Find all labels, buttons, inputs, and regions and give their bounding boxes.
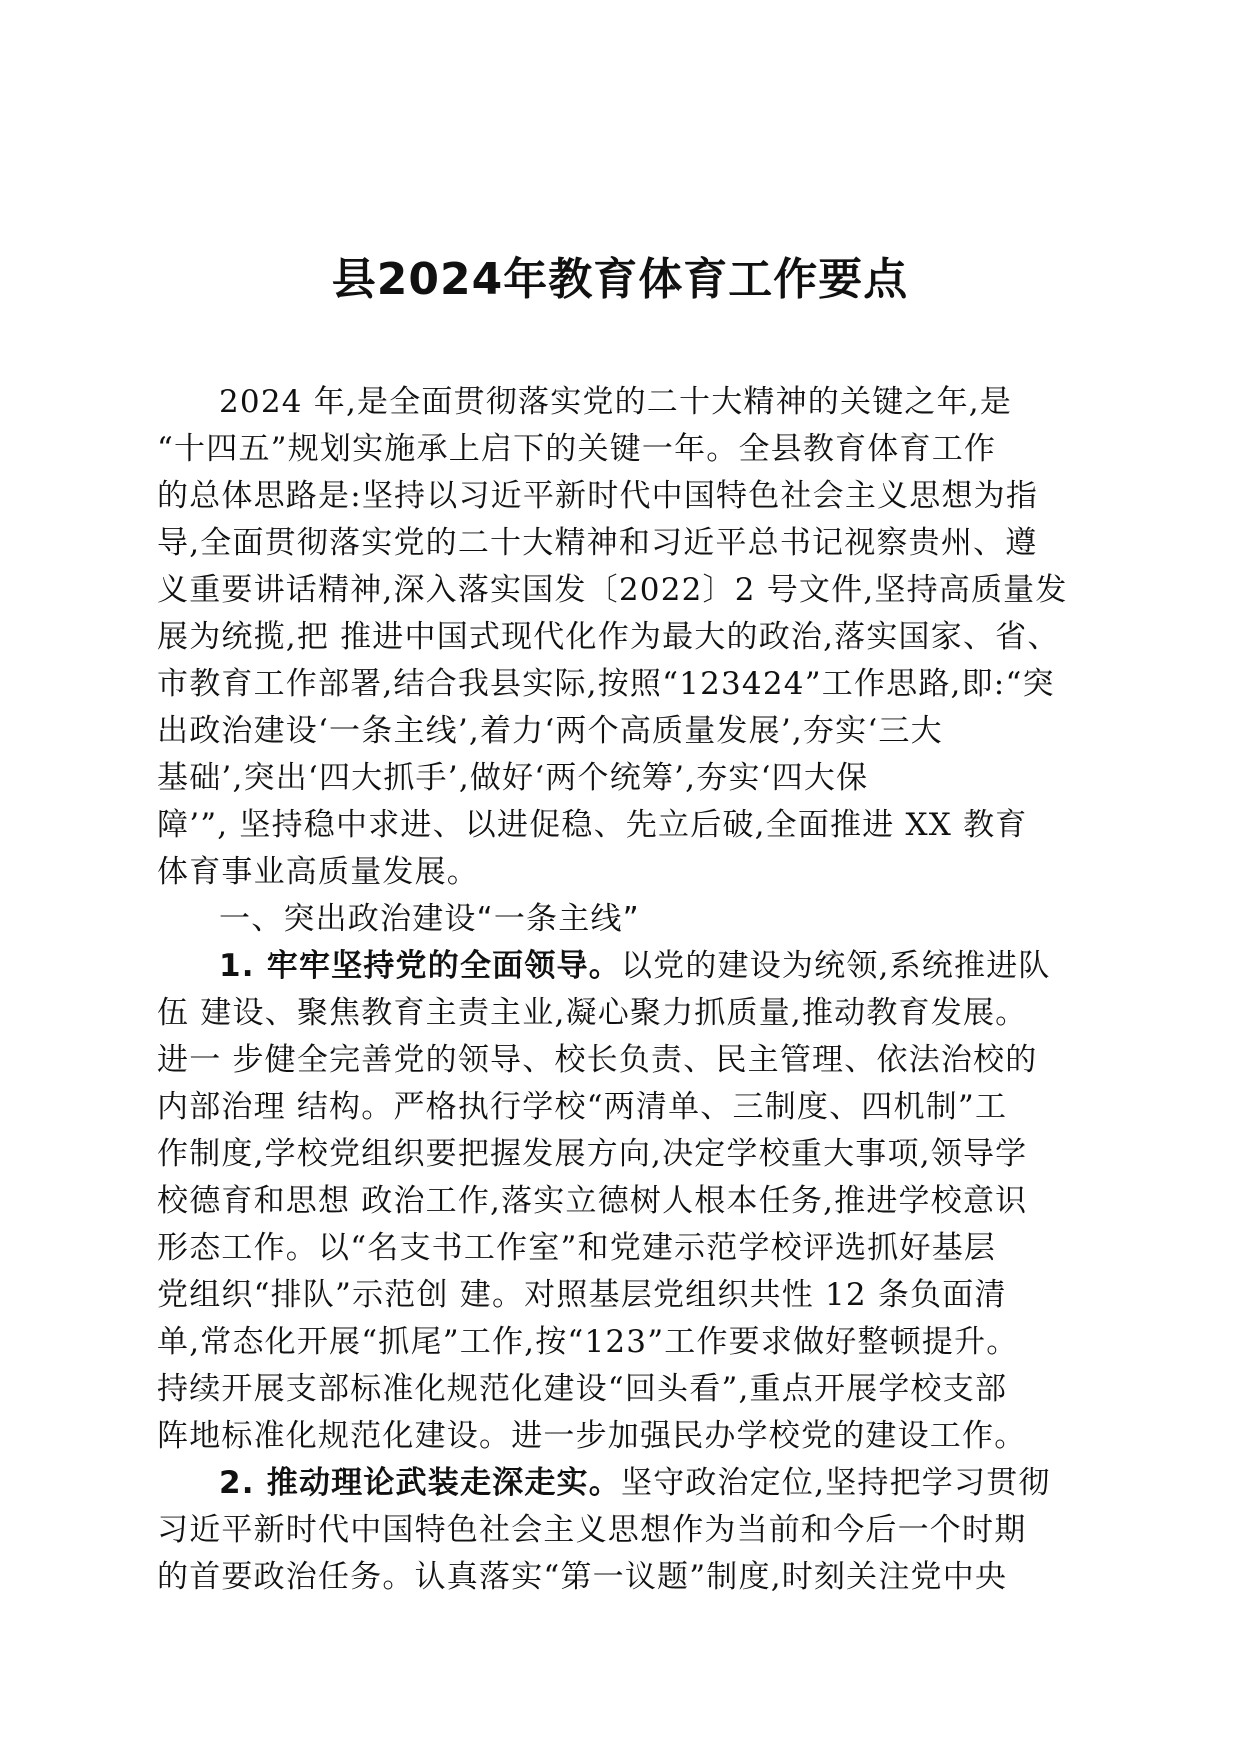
item-1-line: 进一 步健全完善党的领导、校长负责、民主管理、依法治校的 [157, 1042, 1038, 1078]
intro-line: 市教育工作部署,结合我县实际,按照“123424”工作思路,即:“突 [157, 666, 1055, 702]
intro-line: 导,全面贯彻落实党的二十大精神和习近平总书记视察贵州、遵 [157, 525, 1038, 561]
item-1-line: 形态工作。以“名支书工作室”和党建示范学校评选抓好基层 [157, 1230, 997, 1266]
item-1-line: 伍 建设、聚焦教育主责主业,凝心聚力抓质量,推动教育发展。 [157, 995, 1028, 1031]
item-1-first-line [157, 943, 1085, 990]
item-1-line: 阵地标准化规范化建设。进一步加强民办学校党的建设工作。 [157, 1418, 1027, 1454]
item-1-line: 内部治理 结构。严格执行学校“两清单、三制度、四机制”工 [157, 1089, 1008, 1125]
intro-line: 障’”, 坚持稳中求进、以进促稳、先立后破,全面推进 XX 教育 [157, 807, 1028, 843]
item-2-lead: 2. 推动理论武装走深走实。 [219, 1465, 621, 1501]
item-1-line: 持续开展支部标准化规范化建设“回头看”,重点开展学校支部 [157, 1371, 1008, 1407]
intro-line: 体育事业高质量发展。 [157, 854, 479, 890]
item-1-line: 党组织“排队”示范创 建。对照基层党组织共性 12 条负面清 [157, 1277, 1007, 1313]
item-2-first-rest: 坚守政治定位,坚持把学习贯彻 [620, 1465, 1051, 1501]
section-heading: 一、突出政治建设“一条主线” [219, 901, 640, 937]
item-1-line: 作制度,学校党组织要把握发展方向,决定学校重大事项,领导学 [157, 1136, 1028, 1172]
item-1-line: 单,常态化开展“抓尾”工作,按“123”工作要求做好整顿提升。 [157, 1324, 1019, 1360]
intro-line: 出政治建设‘一条主线’,着力‘两个高质量发展’,夯实‘三大 [157, 713, 943, 749]
item-1-first-rest: 以党的建设为统领,系统推进队 [620, 948, 1051, 984]
intro-line: 基础’,突出‘四大抓手’,做好‘两个统筹’,夯实‘四大保 [157, 760, 869, 796]
intro-line: 展为统揽,把 推进中国式现代化作为最大的政治,落实国家、省、 [157, 619, 1060, 655]
item-1-lead: 1. 牢牢坚持党的全面领导。 [219, 948, 621, 984]
item-1-line: 校德育和思想 政治工作,落实立德树人根本任务,推进学校意识 [157, 1183, 1028, 1219]
item-2-line: 习近平新时代中国特色社会主义思想作为当前和今后一个时期 [157, 1512, 1027, 1548]
intro-line: 的总体思路是:坚持以习近平新时代中国特色社会主义思想为指 [157, 478, 1039, 514]
intro-line: 2024 年,是全面贯彻落实党的二十大精神的关键之年,是 [219, 384, 1013, 420]
item-2-line: 的首要政治任务。认真落实“第一议题”制度,时刻关注党中央 [157, 1559, 1008, 1595]
document-title: 县2024年教育体育工作要点 [331, 254, 909, 305]
intro-line: “十四五”规划实施承上启下的关键一年。全县教育体育工作 [157, 431, 997, 467]
intro-line: 义重要讲话精神,深入落实国发〔2022〕2 号文件,坚持高质量发 [157, 572, 1068, 608]
item-2-first-line [157, 1460, 1085, 1507]
document-body [157, 379, 1085, 1601]
